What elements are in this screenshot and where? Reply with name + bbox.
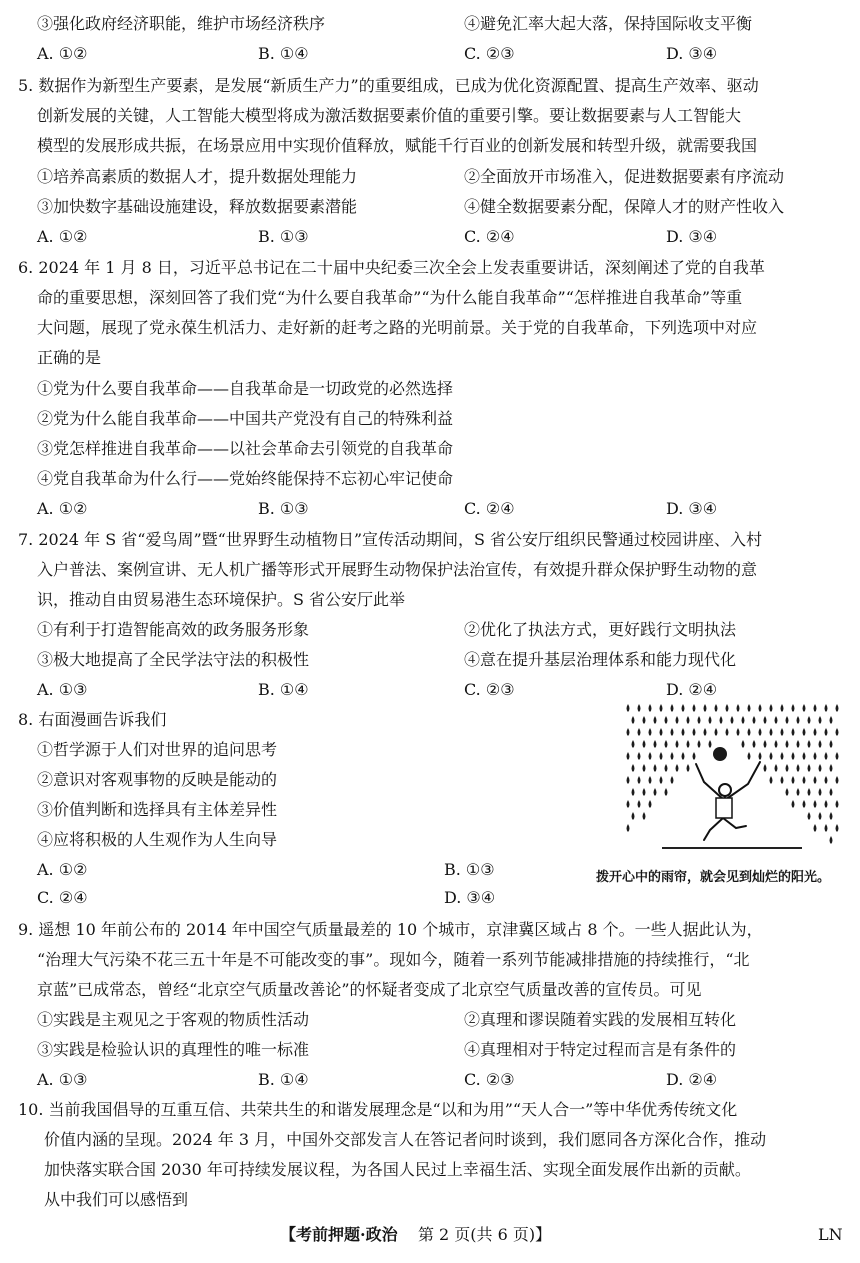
q6-item-1: ①党为什么要自我革命——自我革命是一切政党的必然选择 [37, 379, 454, 398]
q6-stem-line-3: 大问题，展现了党永葆生机活力、走好新的赶考之路的光明前景。关于党的自我革命，下列选项中对应 [37, 318, 758, 337]
q5-option-b: B. ①③ [258, 227, 309, 246]
q7-item-4: ④意在提升基层治理体系和能力现代化 [464, 650, 737, 669]
q9-stem-line-2: “治理大气污染不花三五十年是不可能改变的事”。现如今，随着一系列节能减排措施的持续推行，“北 [37, 950, 750, 969]
q5-item-3: ③加快数字基础设施建设，释放数据要素潜能 [37, 197, 358, 216]
q7-item-1: ①有利于打造智能高效的政务服务形象 [37, 620, 310, 639]
q7-option-d: D. ②④ [666, 680, 718, 699]
q9-item-2: ②真理和谬误随着实践的发展相互转化 [464, 1010, 737, 1029]
q5-stem-line-1: 5. 数据作为新型生产要素，是发展“新质生产力”的重要组成，已成为优化资源配置、提高生产效率、驱动 [18, 76, 759, 95]
q9-option-c: C. ②③ [464, 1070, 515, 1089]
q10-stem-line-1: 10. 当前我国倡导的互重互信、共荣共生的和谐发展理念是“以和为用”“天人合一”等中华优秀传统文化 [18, 1100, 738, 1119]
q6-item-2: ②党为什么能自我革命——中国共产党没有自己的特殊利益 [37, 409, 454, 428]
q6-option-c: C. ②④ [464, 499, 515, 518]
q7-option-c: C. ②③ [464, 680, 515, 699]
footer-code: LN [818, 1225, 843, 1244]
q5-item-1: ①培养高素质的数据人才，提升数据处理能力 [37, 167, 358, 186]
q9-option-a: A. ①③ [37, 1070, 88, 1089]
q6-stem-line-4: 正确的是 [37, 348, 102, 367]
q5-option-d: D. ③④ [666, 227, 718, 246]
cartoon-caption: 拨开心中的雨帘，就会见到灿烂的阳光。 [596, 870, 831, 885]
q8-option-c: C. ②④ [37, 888, 88, 907]
q6-stem-line-2: 命的重要思想，深刻回答了我们党“为什么要自我革命”“为什么能自我革命”“怎样推进自我革命”等重 [37, 288, 743, 307]
q8-item-3: ③价值判断和选择具有主体差异性 [37, 800, 278, 819]
q10-stem-line-4: 从中我们可以感悟到 [44, 1190, 189, 1209]
q9-stem-line-3: 京蓝”已成常态，曾经“北京空气质量改善论”的怀疑者变成了北京空气质量改善的宣传员。可见 [37, 980, 702, 999]
footer-title: 【考前押题·政治 [280, 1225, 398, 1244]
q4-option-a: A. ①② [37, 44, 88, 63]
footer-page-number: 第 2 页(共 6 页)】 [417, 1225, 552, 1244]
q7-option-a: A. ①③ [37, 680, 88, 699]
q5-option-a: A. ①② [37, 227, 88, 246]
q8-item-2: ②意识对客观事物的反映是能动的 [37, 770, 278, 789]
q5-option-c: C. ②④ [464, 227, 515, 246]
q9-item-1: ①实践是主观见之于客观的物质性活动 [37, 1010, 310, 1029]
q5-item-2: ②全面放开市场准入，促进数据要素有序流动 [464, 167, 785, 186]
q4-option-b: B. ①④ [258, 44, 309, 63]
q4-item-4: ④避免汇率大起大落，保持国际收支平衡 [464, 14, 753, 33]
q10-stem-line-2: 价值内涵的呈现。2024 年 3 月，中国外交部发言人在答记者问时谈到，我们愿同各方深化合作，推动 [44, 1130, 767, 1149]
q7-stem-line-3: 识，推动自由贸易港生态环境保护。S 省公安厅此举 [37, 590, 406, 609]
q9-option-b: B. ①④ [258, 1070, 309, 1089]
q10-stem-line-3: 加快落实联合国 2030 年可持续发展议程，为各国人民过上幸福生活、实现全面发展作出新的贡献。 [44, 1160, 751, 1179]
q7-stem-line-2: 入户普法、案例宣讲、无人机广播等形式开展野生动物保护法治宣传，有效提升群众保护野生动物的意 [37, 560, 758, 579]
q8-option-b: B. ①③ [444, 860, 495, 879]
q6-item-4: ④党自我革命为什么行——党始终能保持不忘初心牢记使命 [37, 469, 454, 488]
q9-item-3: ③实践是检验认识的真理性的唯一标准 [37, 1040, 310, 1059]
q5-stem-line-3: 模型的发展形成共振，在场景应用中实现价值释放，赋能千行百业的创新发展和转型升级，就需要我国 [37, 136, 758, 155]
rain-curtain-cartoon [622, 702, 840, 862]
q8-item-1: ①哲学源于人们对世界的追问思考 [37, 740, 278, 759]
q9-option-d: D. ②④ [666, 1070, 718, 1089]
q8-option-a: A. ①② [37, 860, 88, 879]
q6-item-3: ③党怎样推进自我革命——以社会革命去引领党的自我革命 [37, 439, 454, 458]
q7-item-2: ②优化了执法方式，更好践行文明执法 [464, 620, 737, 639]
sun-icon [713, 747, 727, 761]
q6-option-a: A. ①② [37, 499, 88, 518]
q6-option-d: D. ③④ [666, 499, 718, 518]
q7-option-b: B. ①④ [258, 680, 309, 699]
q6-stem-line-1: 6. 2024 年 1 月 8 日，习近平总书记在二十届中央纪委三次全会上发表重要讲话，深刻阐述了党的自我革 [18, 258, 765, 277]
q8-item-4: ④应将积极的人生观作为人生向导 [37, 830, 278, 849]
q9-stem-line-1: 9. 遥想 10 年前公布的 2014 年中国空气质量最差的 10 个城市，京津冀区域占 8 个。一些人据此认为， [18, 920, 763, 939]
q7-item-3: ③极大地提高了全民学法守法的积极性 [37, 650, 310, 669]
q6-option-b: B. ①③ [258, 499, 309, 518]
q5-item-4: ④健全数据要素分配，保障人才的财产性收入 [464, 197, 785, 216]
q7-stem-line-1: 7. 2024 年 S 省“爱鸟周”暨“世界野生动植物日”宣传活动期间，S 省公安厅组织民警通过校园讲座、入村 [18, 530, 763, 549]
q8-option-d: D. ③④ [444, 888, 496, 907]
q5-stem-line-2: 创新发展的关键，人工智能大模型将成为激活数据要素价值的重要引擎。要让数据要素与人工智能大 [37, 106, 742, 125]
q4-option-c: C. ②③ [464, 44, 515, 63]
q4-option-d: D. ③④ [666, 44, 718, 63]
footer-center [280, 1225, 551, 1245]
q9-item-4: ④真理相对于特定过程而言是有条件的 [464, 1040, 737, 1059]
q8-stem: 8. 右面漫画告诉我们 [18, 710, 167, 729]
q4-item-3: ③强化政府经济职能，维护市场经济秩序 [37, 14, 326, 33]
